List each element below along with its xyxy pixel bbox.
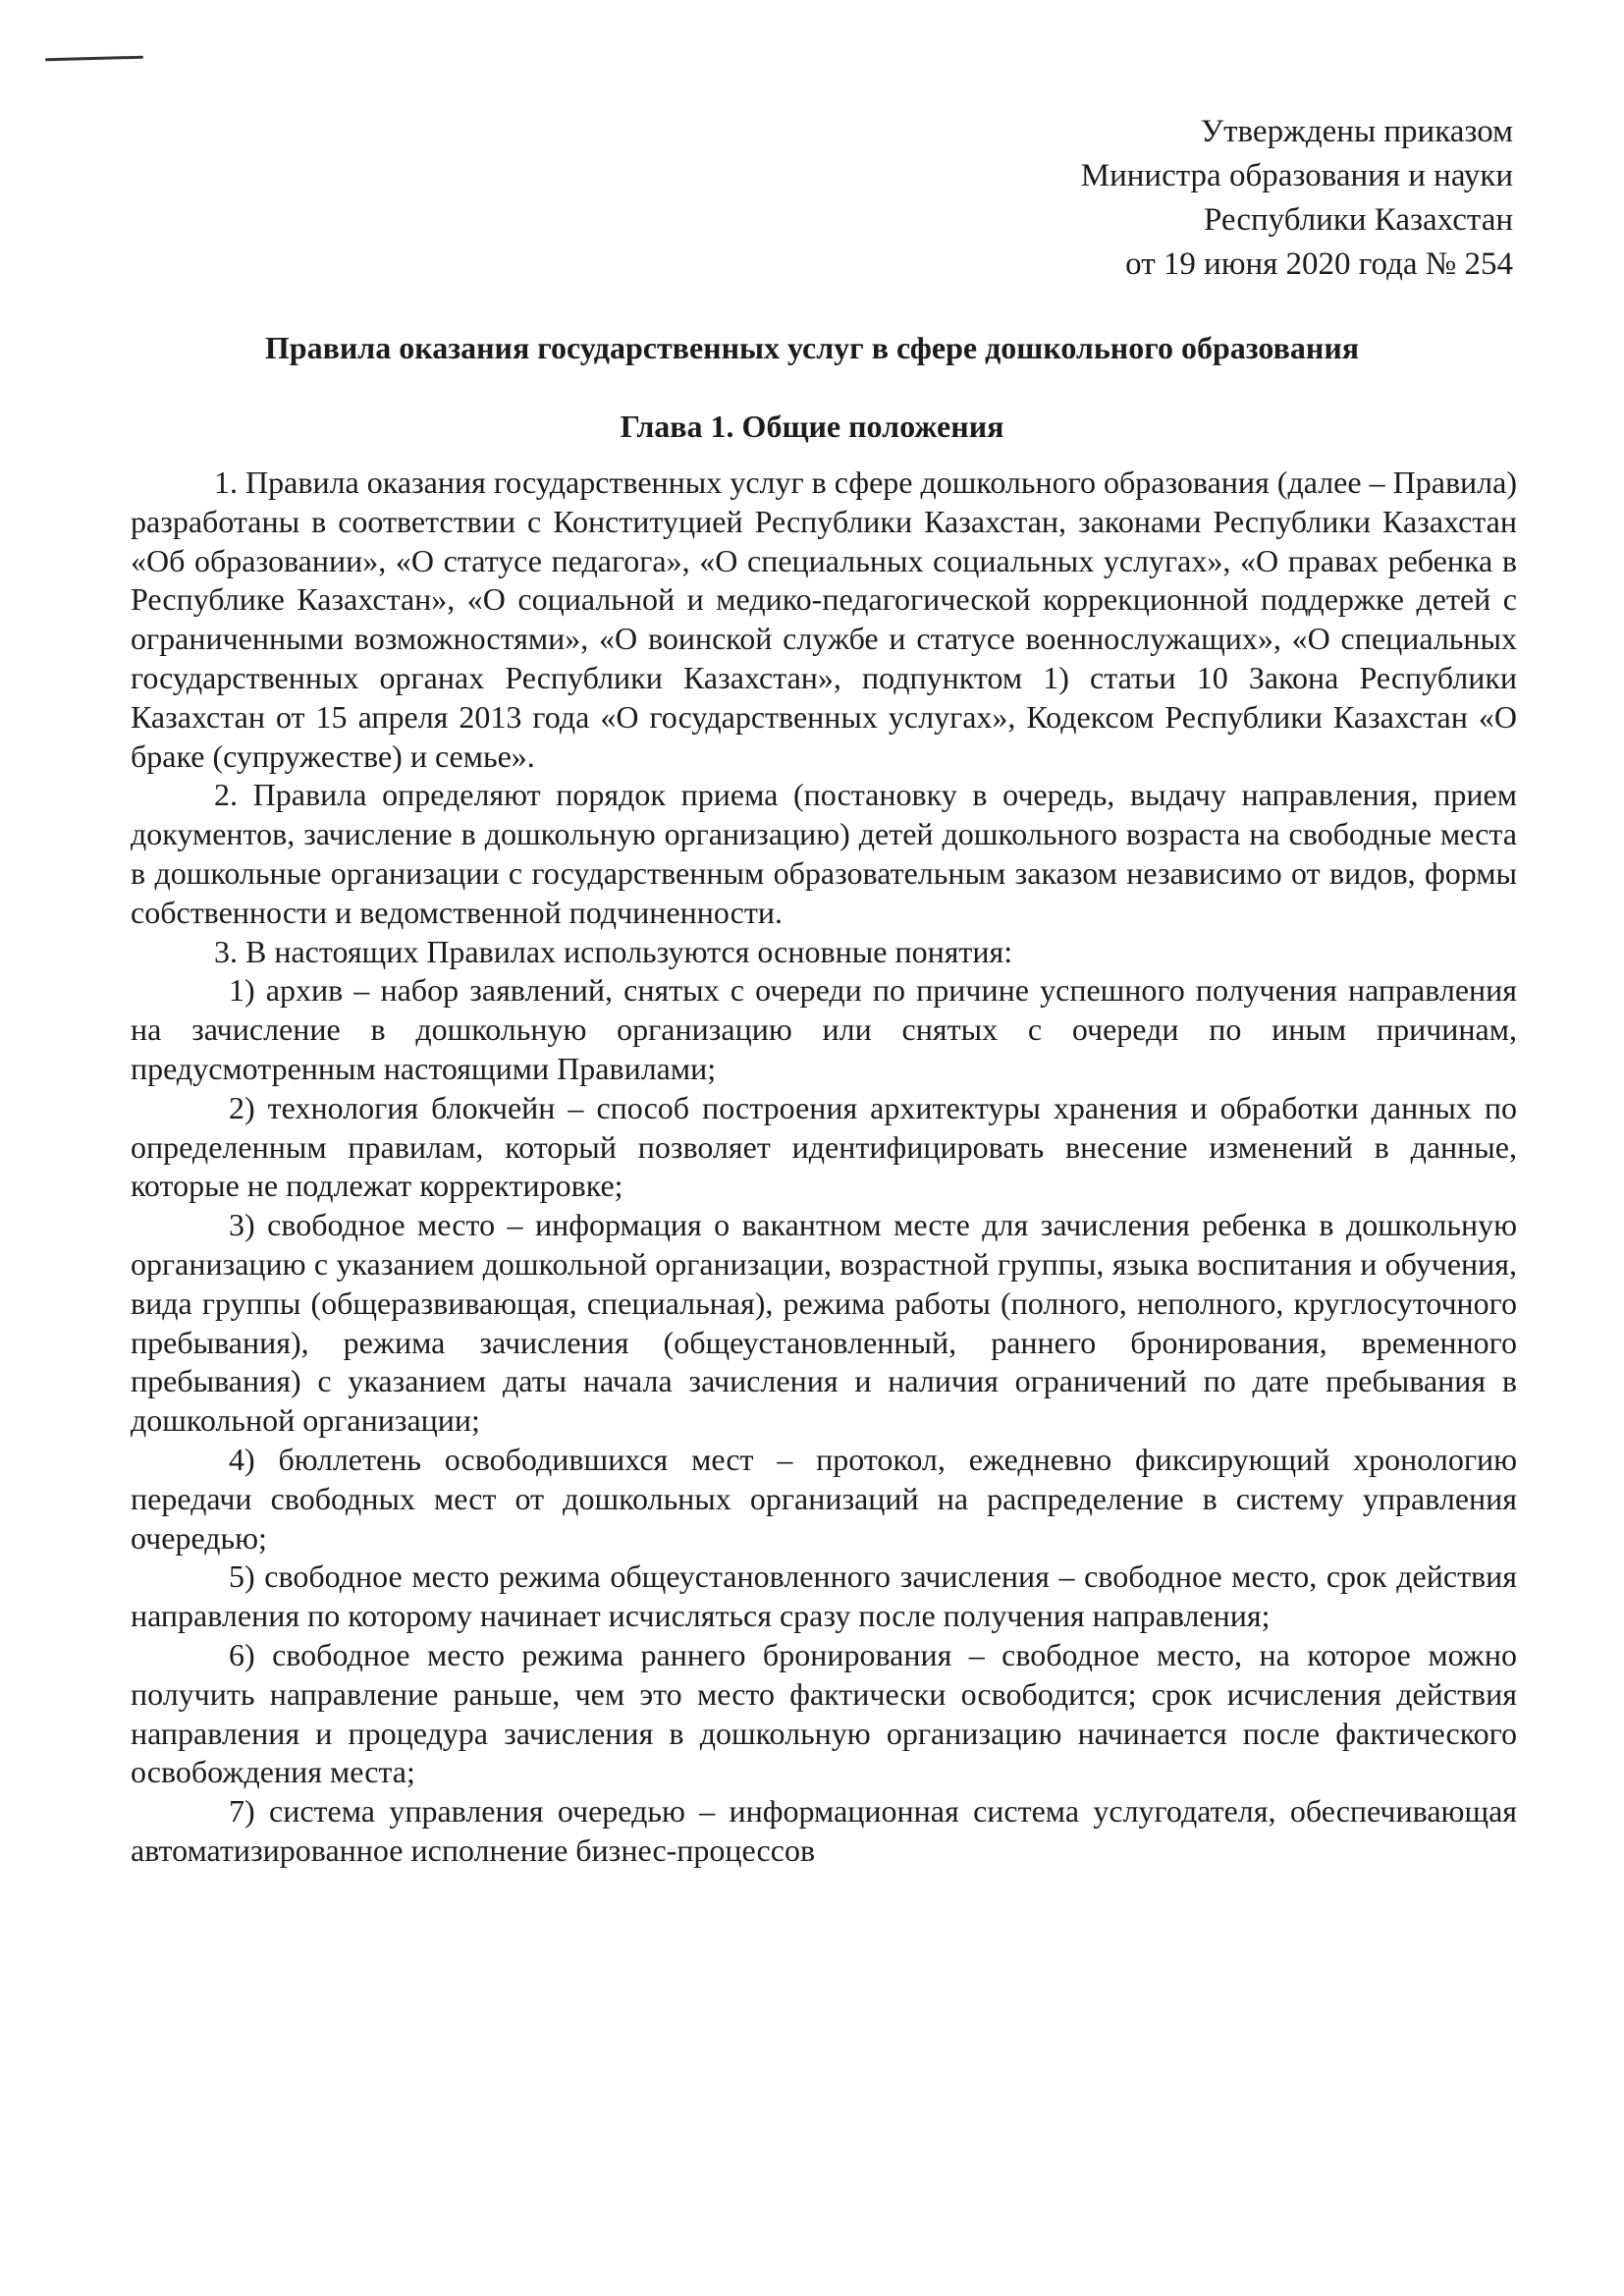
- approval-block: [1081, 110, 1513, 287]
- definition-5: 5) свободное место режима общеустановленного зачисления – свободное место, срок действия направления по которому начинает исчисляться сразу после получения направления;: [131, 1558, 1517, 1634]
- approval-line: Республики Казахстан: [1203, 202, 1513, 238]
- paragraph-2: 2. Правила определяют порядок приема (постановку в очередь, выдачу направления, прием документов, зачисление в дошкольную организацию) детей дошкольного возраста на свободные места в дошкольные организации с государственным образовательным заказом независимо от видов, формы собственности и ведомственной подчиненности.: [131, 777, 1517, 930]
- definition-4: 4) бюллетень освободившихся мест – протокол, ежедневно фиксирующий хронологию передачи свободных мест от дошкольных организаций на распределение в систему управления очередью;: [131, 1441, 1517, 1556]
- document-body: [131, 464, 1517, 1871]
- paragraph-1: 1. Правила оказания государственных услуг в сфере дошкольного образования (далее – Правила) разработаны в соответствии с Конституцией Республики Казахстан, законами Республики Казахстан «Об образовании», «О статусе педагога», «О специальных социальных услугах», «О правах ребенка в Республике Казахстан», «О социальной и медико-педагогической коррекционной поддержке детей с ограниченными возможностями», «О воинской службе и статусе военнослужащих», «О специальных государственных органах Республики Казахстан», подпунктом 1) статьи 10 Закона Республики Казахстан от 15 апреля 2013 года «О государственных услугах», Кодексом Республики Казахстан «О браке (супружестве) и семье».: [131, 465, 1517, 774]
- approval-line: Министра образования и науки: [1080, 158, 1513, 193]
- definition-7: 7) система управления очередью – информационная система услугодателя, обеспечивающая автоматизированное исполнение бизнес-процессов: [131, 1793, 1517, 1868]
- definition-1: 1) архив – набор заявлений, снятых с очереди по причине успешного получения направления на зачисление в дошкольную организацию или снятых с очереди по иным причинам, предусмотренным настоящими Правилами;: [131, 972, 1517, 1086]
- paragraph-3: 3. В настоящих Правилах используются основные понятия:: [214, 933, 1013, 969]
- approval-line: от 19 июня 2020 года № 254: [1125, 246, 1513, 282]
- document-title: Правила оказания государственных услуг в сфере дошкольного образования: [264, 330, 1360, 365]
- definition-6: 6) свободное место режима раннего бронирования – свободное место, на которое можно получить направление раньше, чем это место фактически освободится; срок исчисления действия направления и процедура зачисления в дошкольную организацию начинается после фактического освобождения места;: [131, 1636, 1517, 1790]
- definition-3: 3) свободное место – информация о вакантном месте для зачисления ребенка в дошкольную организацию с указанием дошкольной организации, возрастной группы, языка воспитания и обучения, вида группы (общеразвивающая, специальная), режима работы (полного, неполного, круглосуточного пребывания), режима зачисления (общеустановленный, раннего бронирования, временного пребывания) с указанием даты начала зачисления и наличия ограничений по дате пребывания в дошкольной организации;: [131, 1207, 1517, 1439]
- scan-mark: [45, 56, 143, 62]
- definition-2: 2) технология блокчейн – способ построения архитектуры хранения и обработки данных по определенным правилам, который позволяет идентифицировать внесение изменений в данные, которые не подлежат корректировке;: [131, 1089, 1517, 1204]
- chapter-title: Глава 1. Общие положения: [620, 409, 1004, 444]
- approval-line: Утверждены приказом: [1200, 114, 1513, 149]
